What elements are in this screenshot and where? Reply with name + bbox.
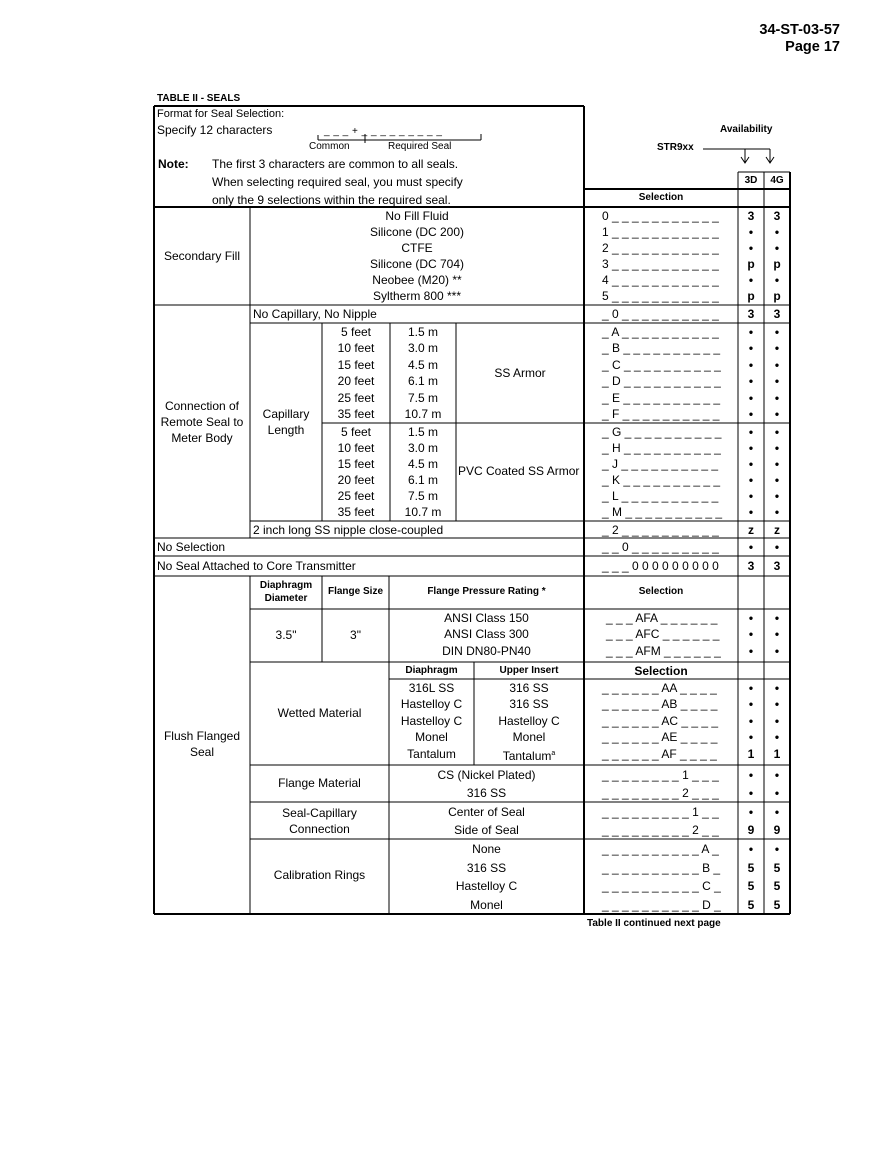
diameter-value: 3.5" (275, 628, 297, 642)
calibration-ring-3d (738, 840, 764, 914)
flange-material-names (389, 766, 584, 803)
availability-3d-mark: • (748, 697, 754, 712)
availability-4g-mark: • (774, 697, 780, 712)
col-3d-header: 3D (744, 175, 758, 186)
selection-code: _ B _ _ _ _ _ _ _ _ _ _ (602, 341, 721, 356)
selection-code: _ _ _ _ _ _ _ _ _ _ B _ (602, 860, 721, 875)
selection-code: _ L _ _ _ _ _ _ _ _ _ _ (602, 489, 719, 503)
footnote-marker: a (551, 749, 556, 757)
availability-3d-mark: • (748, 357, 754, 372)
availability-4g-mark: • (774, 611, 780, 625)
ss-armor-4g (764, 324, 790, 422)
length-feet: 25 feet (337, 390, 375, 405)
selection-header: Selection (638, 192, 684, 203)
availability-4g-mark: • (774, 473, 780, 487)
wetted-diaphragm-header: Diaphragm (405, 665, 458, 676)
availability-4g-mark: • (774, 786, 780, 801)
length-meters: 1.5 m (407, 325, 438, 339)
selection-code: _ _ _ AFM _ _ _ _ _ _ (606, 643, 721, 658)
option-name: Side of Seal (454, 823, 519, 838)
availability-3d-mark: • (748, 457, 754, 471)
flange-material-codes (602, 766, 719, 803)
flange-material-label: Flange Material (278, 776, 361, 790)
length-meters: 4.5 m (407, 457, 438, 471)
option-name: Neobee (M20) ** (372, 273, 462, 287)
selection-code: _ C _ _ _ _ _ _ _ _ _ _ (602, 357, 721, 372)
selection-code: _ _ _ _ _ _ AF _ _ _ _ (602, 746, 717, 761)
capillary-label-line: Length (267, 423, 305, 437)
selection-code: 1 _ _ _ _ _ _ _ _ _ _ _ (602, 225, 719, 239)
seal-capillary-codes (602, 803, 719, 840)
col-4g-header: 4G (770, 175, 784, 186)
length-meters: 10.7 m (404, 505, 442, 519)
availability-3d-mark: 9 (747, 823, 755, 838)
selection-code: 3 _ _ _ _ _ _ _ _ _ _ _ (602, 257, 719, 271)
availability-4g-mark: • (774, 441, 780, 455)
seal-capillary-label (250, 805, 389, 837)
calibration-rings-label: Calibration Rings (273, 868, 366, 882)
secondary-fill-4g (764, 208, 790, 304)
flush-selection-header: Selection (638, 586, 684, 597)
diaphragm-diameter-header (250, 579, 322, 605)
availability-4g-mark: • (774, 325, 780, 339)
selection-code: _ _ _ _ _ _ _ _ _ _ D _ (602, 897, 721, 912)
upper-insert-text: Hastelloy C (498, 713, 560, 728)
availability-4g-mark: 9 (773, 823, 781, 838)
selection-code: _ _ _ _ _ _ _ _ _ _ C _ (602, 879, 721, 893)
availability-3d-mark: p (747, 289, 755, 303)
length-feet: 15 feet (337, 357, 375, 372)
option-name: Silicone (DC 200) (369, 225, 465, 239)
selection-code: _ _ _ _ _ _ AE _ _ _ _ (602, 730, 718, 745)
calibration-ring-names (389, 840, 584, 914)
availability-3d-mark: • (748, 473, 754, 487)
availability-4g-mark: • (774, 425, 780, 439)
ss-armor-feet (322, 324, 390, 422)
availability-4g-mark: • (774, 357, 780, 372)
availability-4g-mark: 5 (773, 860, 781, 875)
wetted-4g (764, 680, 790, 762)
selection-code: _ _ _ _ _ _ _ _ _ 1 _ _ (602, 805, 719, 819)
length-feet: 15 feet (337, 457, 375, 471)
rating-names (389, 610, 584, 659)
rating-4g (764, 610, 790, 659)
availability-4g-mark: • (774, 768, 780, 782)
no-selection-3d: • (748, 540, 754, 554)
availability-4g-mark: • (774, 341, 780, 356)
option-name: No Fill Fluid (385, 209, 449, 223)
secondary-fill-names (250, 208, 584, 304)
continued-note: Table II continued next page (587, 918, 721, 929)
connection-label-line: Connection of (164, 399, 240, 413)
upper-insert-material (474, 729, 584, 745)
availability-4g-mark: • (774, 713, 780, 728)
option-name: Center of Seal (448, 805, 525, 819)
upper-insert-text: Tantalum (502, 748, 552, 763)
connection-label-line: Meter Body (171, 431, 233, 445)
length-meters: 3.0 m (407, 441, 438, 455)
calibration-ring-4g (764, 840, 790, 914)
option-name: Syltherm 800 *** (372, 289, 462, 303)
selection-code: _ _ _ _ _ _ AB _ _ _ _ (602, 697, 718, 712)
availability-4g-mark: • (774, 273, 780, 287)
upper-insert-material (474, 696, 584, 712)
length-feet: 35 feet (337, 505, 375, 519)
availability-3d-mark: • (748, 325, 754, 339)
length-feet: 10 feet (337, 441, 375, 455)
option-name: CS (Nickel Plated) (437, 768, 536, 782)
calibration-ring-codes (602, 840, 721, 914)
no-seal-3d: 3 (747, 559, 755, 573)
availability-4g-mark: • (774, 805, 780, 819)
selection-code: _ _ _ _ _ _ AA _ _ _ _ (602, 681, 717, 695)
option-name: Hastelloy C (455, 879, 518, 893)
capillary-length-label (250, 406, 322, 438)
flush-label-line: Flush Flanged (163, 729, 241, 743)
availability-4g-mark: • (774, 489, 780, 503)
length-feet: 10 feet (337, 341, 375, 356)
diaphragm-material: 316L SS (408, 681, 455, 695)
upper-insert-material (474, 680, 584, 696)
pressure-rating-header: Flange Pressure Rating * (427, 586, 546, 597)
diaphragm-material: Tantalum (407, 746, 456, 761)
availability-4g-mark: • (774, 406, 780, 421)
length-meters: 6.1 m (407, 473, 438, 487)
flush-flanged-label (154, 728, 250, 760)
connection-label (154, 398, 250, 446)
flange-size-value: 3" (350, 628, 361, 642)
no-seal-label: No Seal Attached to Core Transmitter (157, 559, 356, 573)
wetted-diaphragm-values (389, 680, 474, 762)
availability-4g-mark: • (774, 457, 780, 471)
selection-code: _ _ _ _ _ _ _ _ _ _ A _ (602, 842, 719, 856)
length-meters: 1.5 m (407, 425, 438, 439)
availability-4g-mark: • (774, 730, 780, 745)
availability-3d-mark: 3 (747, 209, 755, 223)
pvc-armor-feet (322, 424, 390, 520)
rating-3d (738, 610, 764, 659)
availability-4g-mark: • (774, 681, 780, 695)
pvc-armor-label: PVC Coated SS Armor (458, 464, 580, 478)
note-label: Note: (158, 157, 189, 171)
header-line: Diameter (264, 593, 308, 604)
nipple-label: 2 inch long SS nipple close-coupled (253, 523, 444, 537)
availability-3d-mark: 5 (747, 879, 755, 893)
capillary-label-line: Capillary (262, 407, 310, 421)
seal-capillary-3d (738, 803, 764, 840)
wetted-upper-header: Upper Insert (499, 665, 559, 676)
availability-4g-mark: • (774, 225, 780, 239)
availability-3d-mark: • (748, 713, 754, 728)
availability-3d-mark: • (748, 611, 754, 625)
length-feet: 25 feet (337, 489, 375, 503)
option-name: 316 SS (466, 860, 507, 875)
model-label: STR9xx (657, 142, 694, 153)
required-seal-label: Required Seal (388, 141, 452, 152)
availability-3d-mark: • (748, 406, 754, 421)
no-capillary-4g: 3 (773, 307, 781, 321)
selection-code: _ J _ _ _ _ _ _ _ _ _ _ (602, 457, 719, 471)
selection-code: _ _ _ _ _ _ _ _ 2 _ _ _ (602, 786, 719, 801)
option-name: Monel (470, 897, 503, 912)
code-template: _ _ _ + _ _ _ _ _ _ _ _ _ (324, 126, 443, 137)
ss-armor-3d (738, 324, 764, 422)
selection-code: _ A _ _ _ _ _ _ _ _ _ _ (602, 325, 719, 339)
nipple-4g: z (774, 523, 780, 537)
selection-code: 2 _ _ _ _ _ _ _ _ _ _ _ (602, 241, 719, 255)
availability-3d-mark: • (748, 842, 754, 856)
availability-4g-mark: • (774, 241, 780, 255)
option-name: ANSI Class 300 (444, 627, 529, 642)
availability-4g-mark: 3 (773, 209, 781, 223)
no-seal-code: _ _ _ 0 0 0 0 0 0 0 0 0 (602, 559, 719, 573)
seal-capillary-names (389, 803, 584, 840)
selection-code: _ _ _ AFC _ _ _ _ _ _ (606, 627, 720, 642)
availability-3d-mark: • (748, 730, 754, 745)
option-name: DIN DN80-PN40 (442, 643, 531, 658)
length-meters: 3.0 m (407, 341, 438, 356)
availability-3d-mark: 5 (747, 860, 755, 875)
selection-code: _ _ _ _ _ _ _ _ 1 _ _ _ (602, 768, 719, 782)
ss-armor-meters (390, 324, 456, 422)
option-name: ANSI Class 150 (444, 611, 529, 625)
upper-insert-text: 316 SS (509, 697, 549, 712)
format-label: Format for Seal Selection: (157, 108, 285, 120)
upper-insert-text: 316 SS (509, 681, 549, 695)
seal-capillary-line: Connection (289, 822, 350, 836)
seal-capillary-line: Seal-Capillary (282, 806, 357, 820)
no-capillary-3d: 3 (747, 307, 755, 321)
availability-3d-mark: • (748, 441, 754, 455)
secondary-fill-codes (602, 208, 719, 304)
no-selection-4g: • (774, 540, 780, 554)
flush-label-line: Seal (189, 745, 215, 759)
option-name: None (472, 842, 501, 856)
availability-4g-mark: 1 (773, 746, 781, 761)
availability-3d-mark: • (748, 805, 754, 819)
note-line-3: only the 9 selections within the required seal. (212, 193, 451, 207)
wetted-selection-header: Selection (634, 664, 688, 678)
document-id: 34-ST-03-57 (759, 22, 840, 38)
option-name: 316 SS (466, 786, 507, 801)
flange-size-header: Flange Size (327, 586, 383, 597)
diaphragm-material: Hastelloy C (400, 697, 463, 712)
note-line-2: When selecting required seal, you must specify (212, 175, 463, 189)
availability-3d-mark: • (748, 768, 754, 782)
no-capillary-label: No Capillary, No Nipple (253, 307, 377, 321)
selection-code: _ H _ _ _ _ _ _ _ _ _ _ (602, 441, 721, 455)
length-meters: 7.5 m (407, 489, 438, 503)
availability-label: Availability (720, 124, 773, 135)
connection-label-line: Remote Seal to (160, 415, 244, 429)
diaphragm-material: Hastelloy C (400, 713, 463, 728)
selection-code: 0 _ _ _ _ _ _ _ _ _ _ _ (602, 209, 719, 223)
selection-code: _ D _ _ _ _ _ _ _ _ _ _ (602, 374, 721, 389)
wetted-codes (602, 680, 718, 762)
length-meters: 6.1 m (407, 374, 438, 389)
note-line-1: The first 3 characters are common to all seals. (212, 157, 459, 171)
common-label: Common (309, 141, 350, 152)
selection-code: _ F _ _ _ _ _ _ _ _ _ _ (602, 406, 720, 421)
selection-code: 5 _ _ _ _ _ _ _ _ _ _ _ (602, 289, 719, 303)
availability-4g-mark: • (774, 627, 780, 642)
upper-insert-text: Monel (512, 730, 546, 745)
upper-insert-material (474, 746, 584, 762)
no-capillary-code: _ 0 _ _ _ _ _ _ _ _ _ _ (602, 307, 719, 321)
nipple-3d: z (748, 523, 754, 537)
availability-3d-mark: • (748, 786, 754, 801)
selection-code: _ _ _ _ _ _ AC _ _ _ _ (602, 713, 719, 728)
availability-3d-mark: p (747, 257, 755, 271)
availability-3d-mark: 5 (747, 897, 755, 912)
availability-3d-mark: • (748, 643, 754, 658)
seal-capillary-4g (764, 803, 790, 840)
ss-armor-codes (602, 324, 721, 422)
wetted-material-label: Wetted Material (277, 706, 362, 720)
flange-material-3d (738, 766, 764, 803)
availability-3d-mark: • (748, 681, 754, 695)
availability-3d-mark: • (748, 273, 754, 287)
availability-3d-mark: • (748, 341, 754, 356)
length-feet: 20 feet (337, 473, 375, 487)
selection-code: 4 _ _ _ _ _ _ _ _ _ _ _ (602, 273, 719, 287)
length-meters: 4.5 m (407, 357, 438, 372)
pvc-armor-codes (602, 424, 722, 520)
option-name: Silicone (DC 704) (369, 257, 465, 271)
availability-4g-mark: p (773, 289, 781, 303)
availability-3d-mark: • (748, 489, 754, 503)
selection-code: _ E _ _ _ _ _ _ _ _ _ _ (602, 390, 721, 405)
ss-armor-label: SS Armor (494, 366, 546, 380)
length-meters: 10.7 m (404, 406, 442, 421)
selection-code: _ M _ _ _ _ _ _ _ _ _ _ (602, 505, 723, 519)
no-seal-4g: 3 (773, 559, 781, 573)
availability-3d-mark: • (748, 374, 754, 389)
availability-4g-mark: • (774, 842, 780, 856)
specify-label: Specify 12 characters (157, 123, 273, 137)
flange-material-4g (764, 766, 790, 803)
availability-3d-mark: • (748, 225, 754, 239)
no-selection-label: No Selection (157, 540, 226, 554)
header-line: Diaphragm (259, 580, 313, 591)
upper-insert-material (474, 713, 584, 729)
secondary-fill-label: Secondary Fill (163, 249, 241, 263)
option-name: CTFE (401, 241, 433, 255)
wetted-upper-values (474, 680, 584, 762)
availability-3d-mark: • (748, 390, 754, 405)
wetted-3d (738, 680, 764, 762)
nipple-code: _ 2 _ _ _ _ _ _ _ _ _ _ (602, 523, 719, 537)
length-feet: 5 feet (340, 425, 372, 439)
availability-4g-mark: p (773, 257, 781, 271)
availability-4g-mark: • (774, 390, 780, 405)
pvc-armor-3d (738, 424, 764, 520)
page-number: Page 17 (785, 39, 840, 55)
availability-3d-mark: • (748, 241, 754, 255)
selection-code: _ _ _ AFA _ _ _ _ _ _ (606, 611, 718, 625)
no-selection-code: _ _ 0 _ _ _ _ _ _ _ _ _ (602, 540, 719, 554)
length-meters: 7.5 m (407, 390, 438, 405)
diaphragm-material: Monel (415, 730, 448, 745)
pvc-armor-4g (764, 424, 790, 520)
pvc-armor-meters (390, 424, 456, 520)
availability-3d-mark: • (748, 505, 754, 519)
availability-3d-mark: • (748, 627, 754, 642)
secondary-fill-3d (738, 208, 764, 304)
availability-4g-mark: 5 (773, 879, 781, 893)
rating-codes (606, 610, 721, 659)
availability-3d-mark: • (748, 425, 754, 439)
length-feet: 5 feet (340, 325, 372, 339)
length-feet: 35 feet (337, 406, 375, 421)
table-title: TABLE II - SEALS (157, 93, 241, 104)
availability-4g-mark: • (774, 643, 780, 658)
selection-code: _ G _ _ _ _ _ _ _ _ _ _ (602, 425, 722, 439)
availability-4g-mark: • (774, 374, 780, 389)
availability-3d-mark: 1 (747, 746, 755, 761)
selection-code: _ K _ _ _ _ _ _ _ _ _ _ (602, 473, 721, 487)
selection-code: _ _ _ _ _ _ _ _ _ 2 _ _ (602, 823, 719, 838)
availability-4g-mark: • (774, 505, 780, 519)
length-feet: 20 feet (337, 374, 375, 389)
availability-4g-mark: 5 (773, 897, 781, 912)
